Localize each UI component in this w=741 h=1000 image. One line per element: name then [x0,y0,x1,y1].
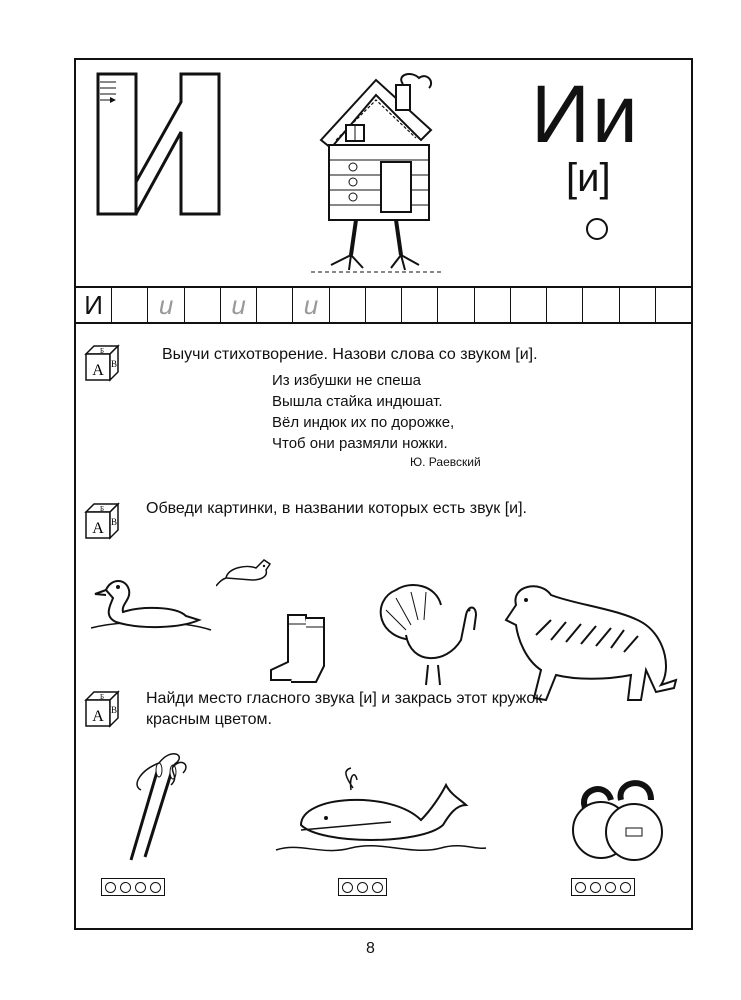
sound-circle[interactable] [105,882,116,893]
hut-on-chicken-legs-illustration [301,70,451,280]
sound-circle[interactable] [135,882,146,893]
letter-title: Ии [531,69,640,160]
poem-author: Ю. Раевский [410,455,481,469]
task-vowel-position [76,680,691,930]
poem-line: Из избушки не спеша [272,372,421,389]
cube-top-letter: Б [99,505,105,513]
task-instruction-line: Найди место гласного звука [и] и закрась этот кружок [146,690,543,707]
whale-picture[interactable] [271,760,491,870]
task-instruction: Обведи картинки, в названии которых есть звук [и]. [146,500,527,517]
poem-line: Чтоб они размяли ножки. [272,435,448,452]
poem-line: Вышла стайка индюшат. [272,393,443,410]
sound-scheme-kettlebells [571,878,635,896]
letter-copy-row [76,288,691,324]
copy-cell-empty[interactable] [511,288,547,322]
vowel-circle-icon [586,218,608,240]
sound-scheme-needles [101,878,165,896]
cube-top-letter: Б [99,693,105,701]
worksheet-frame [74,58,693,930]
task-circle-pictures [76,490,691,670]
copy-cell-trace[interactable]: и [221,288,257,322]
copy-cell-sample: И [76,288,112,322]
outline-letter-i [96,72,221,216]
needles-picture[interactable] [101,745,191,865]
cube-side-letter: В [110,517,118,527]
duck-picture[interactable] [81,570,216,642]
sound-circle[interactable] [150,882,161,893]
copy-cell-empty[interactable] [257,288,293,322]
sound-circle[interactable] [620,882,631,893]
copy-cell-trace[interactable]: и [148,288,184,322]
sound-circle[interactable] [342,882,353,893]
copy-cell-empty[interactable] [185,288,221,322]
poem-line: Вёл индюк их по дорожке, [272,414,455,431]
task-instruction-line: красным цветом. [146,711,272,728]
copy-cell-empty[interactable] [620,288,656,322]
cube-side-letter: В [110,359,118,369]
boots-picture[interactable] [266,610,341,685]
sound-circle[interactable] [357,882,368,893]
mouse-picture[interactable] [216,550,276,590]
copy-cell-empty[interactable] [366,288,402,322]
abc-cube-icon [84,688,120,728]
sound-scheme-whale [338,878,387,896]
sound-circle[interactable] [590,882,601,893]
abc-cube-icon [84,500,120,540]
copy-cell-empty[interactable] [656,288,691,322]
turkey-picture[interactable] [366,580,481,690]
copy-cell-empty[interactable] [330,288,366,322]
poem [272,370,454,454]
kettlebells-picture[interactable] [566,770,671,870]
sound-transcription: [и] [566,156,611,200]
cube-front-letter: А [92,520,104,537]
cube-front-letter: А [92,362,104,379]
cube-side-letter: В [110,705,118,715]
cube-front-letter: А [92,708,104,725]
sound-circle[interactable] [372,882,383,893]
copy-cell-empty[interactable] [583,288,619,322]
task-instruction [146,688,542,730]
sound-circle[interactable] [120,882,131,893]
copy-cell-empty[interactable] [402,288,438,322]
cube-top-letter: Б [99,347,105,355]
task-instruction: Выучи стихотворение. Назови слова со звуком [и]. [162,346,538,363]
copy-cell-empty[interactable] [112,288,148,322]
sound-circle[interactable] [575,882,586,893]
copy-cell-empty[interactable] [475,288,511,322]
letter-header [76,60,691,288]
copy-cell-trace[interactable]: и [293,288,329,322]
copy-cell-empty[interactable] [438,288,474,322]
copy-cell-empty[interactable] [547,288,583,322]
sound-circle[interactable] [605,882,616,893]
page-number: 8 [366,940,375,957]
abc-cube-icon [84,342,120,382]
task-poem [76,330,691,490]
